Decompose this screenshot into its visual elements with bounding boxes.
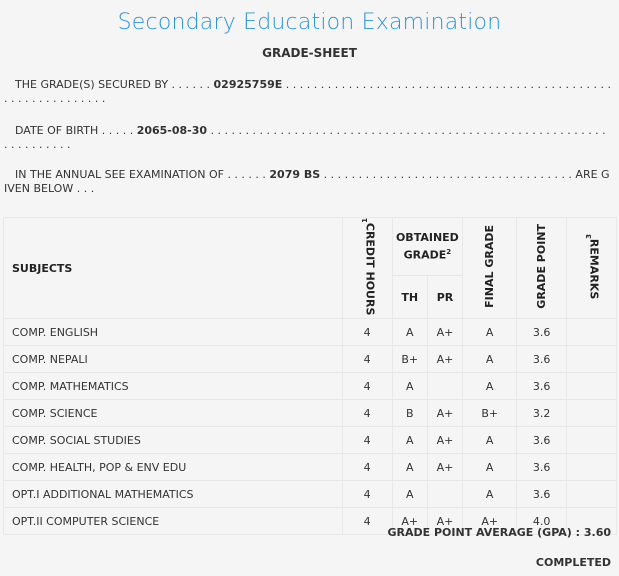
- exam-line: [4, 168, 612, 196]
- remarks-cell: [567, 454, 617, 481]
- grade-point-cell: 3.6: [517, 319, 567, 346]
- th-grade-cell: B+: [392, 346, 427, 373]
- exam-label: IN THE ANNUAL SEE EXAMINATION OF . . . . . .: [15, 168, 266, 181]
- grade-point-cell: 3.6: [517, 346, 567, 373]
- th-grade-cell: B: [392, 400, 427, 427]
- credit-hours-cell: 4: [342, 508, 392, 535]
- remarks-cell: [567, 427, 617, 454]
- grades-table: [3, 217, 617, 535]
- dob-line: [4, 124, 612, 152]
- pr-header: PR: [427, 275, 462, 318]
- subject-cell: COMP. HEALTH, POP & ENV EDU: [4, 454, 343, 481]
- final-grade-cell: A: [463, 454, 517, 481]
- th-grade-cell: A: [392, 481, 427, 508]
- pr-grade-cell: A+: [427, 427, 462, 454]
- final-grade-cell: A: [463, 346, 517, 373]
- subject-cell: COMP. ENGLISH: [4, 319, 343, 346]
- final-grade-cell: B+: [463, 400, 517, 427]
- exam-year: 2079 BS: [269, 168, 321, 181]
- grade-point-cell: 4.0: [517, 508, 567, 535]
- table-row: [4, 454, 617, 481]
- remarks-cell: [567, 319, 617, 346]
- pr-grade-cell: [427, 373, 462, 400]
- grade-point-cell: 3.6: [517, 454, 567, 481]
- final-grade-cell: A+: [463, 508, 517, 535]
- subject-cell: COMP. SOCIAL STUDIES: [4, 427, 343, 454]
- th-grade-cell: A+: [392, 508, 427, 535]
- pr-grade-cell: A+: [427, 346, 462, 373]
- remarks-header: REMARKS$^3$: [567, 218, 617, 319]
- grade-sheet-heading: GRADE-SHEET: [262, 46, 357, 60]
- final-grade-cell: A: [463, 373, 517, 400]
- th-grade-cell: A: [392, 454, 427, 481]
- page-title: Secondary Education Examination: [117, 10, 502, 35]
- pr-grade-cell: [427, 481, 462, 508]
- dob-dots: . . . . . . . . . . . . . . . . . . . . . . . . . . . . . . . . . . . . . . . . . . . . . . . . . . . . . . . . . . . . . . . . . . .: [4, 124, 606, 151]
- grade-point-cell: 3.2: [517, 400, 567, 427]
- table-row: [4, 319, 617, 346]
- remarks-cell: [567, 481, 617, 508]
- obtained-grade-header: OBTAINED GRADE$^2$: [392, 218, 463, 276]
- subject-cell: COMP. SCIENCE: [4, 400, 343, 427]
- dob-value: 2065-08-30: [136, 124, 208, 137]
- grade-secured-line: [4, 78, 612, 106]
- exam-dots: . . . . . . . . . . . . . . . . . . . . . . . . . . . . . . . . . . . . ARE GIVEN BELOW . . .: [4, 168, 610, 195]
- subject-cell: OPT.II COMPUTER SCIENCE: [4, 508, 343, 535]
- credit-hours-cell: 4: [342, 481, 392, 508]
- final-grade-cell: A: [463, 427, 517, 454]
- subjects-header: SUBJECTS: [4, 218, 343, 319]
- pr-grade-cell: A+: [427, 508, 462, 535]
- secured-label: THE GRADE(S) SECURED BY . . . . . .: [15, 78, 211, 91]
- remarks-cell: [567, 400, 617, 427]
- subject-cell: OPT.I ADDITIONAL MATHEMATICS: [4, 481, 343, 508]
- table-row: [4, 373, 617, 400]
- grade-point-cell: 3.6: [517, 427, 567, 454]
- table-row: [4, 346, 617, 373]
- subject-cell: COMP. NEPALI: [4, 346, 343, 373]
- credit-hours-cell: 4: [342, 319, 392, 346]
- final-grade-cell: A: [463, 481, 517, 508]
- final-grade-header: FINAL GRADE: [463, 218, 517, 319]
- grade-point-cell: 3.6: [517, 481, 567, 508]
- pr-grade-cell: A+: [427, 454, 462, 481]
- credit-hours-cell: 4: [342, 400, 392, 427]
- remarks-cell: [567, 346, 617, 373]
- credit-hours-header: CREDIT HOURS$^1$: [342, 218, 392, 319]
- th-grade-cell: A: [392, 427, 427, 454]
- credit-hours-cell: 4: [342, 454, 392, 481]
- th-header: TH: [392, 275, 427, 318]
- gpa-summary: GRADE POINT AVERAGE (GPA) : 3.60: [387, 526, 611, 539]
- th-grade-cell: A: [392, 319, 427, 346]
- credit-hours-cell: 4: [342, 427, 392, 454]
- final-grade-cell: A: [463, 319, 517, 346]
- credit-hours-cell: 4: [342, 373, 392, 400]
- subject-cell: COMP. MATHEMATICS: [4, 373, 343, 400]
- grade-point-header: GRADE POINT: [517, 218, 567, 319]
- symbol-number: 02925759E: [213, 78, 283, 91]
- table-row: [4, 400, 617, 427]
- dob-label: DATE OF BIRTH . . . . .: [15, 124, 134, 137]
- th-grade-cell: A: [392, 373, 427, 400]
- status-text: COMPLETED: [535, 556, 611, 569]
- pr-grade-cell: A+: [427, 400, 462, 427]
- remarks-cell: [567, 373, 617, 400]
- grade-point-cell: 3.6: [517, 373, 567, 400]
- pr-grade-cell: A+: [427, 319, 462, 346]
- secured-dots: . . . . . . . . . . . . . . . . . . . . . . . . . . . . . . . . . . . . . . . . . . . . . . . . . . . . . . . . . . . . . .: [4, 78, 611, 105]
- table-row: [4, 481, 617, 508]
- credit-hours-cell: 4: [342, 346, 392, 373]
- table-row: [4, 427, 617, 454]
